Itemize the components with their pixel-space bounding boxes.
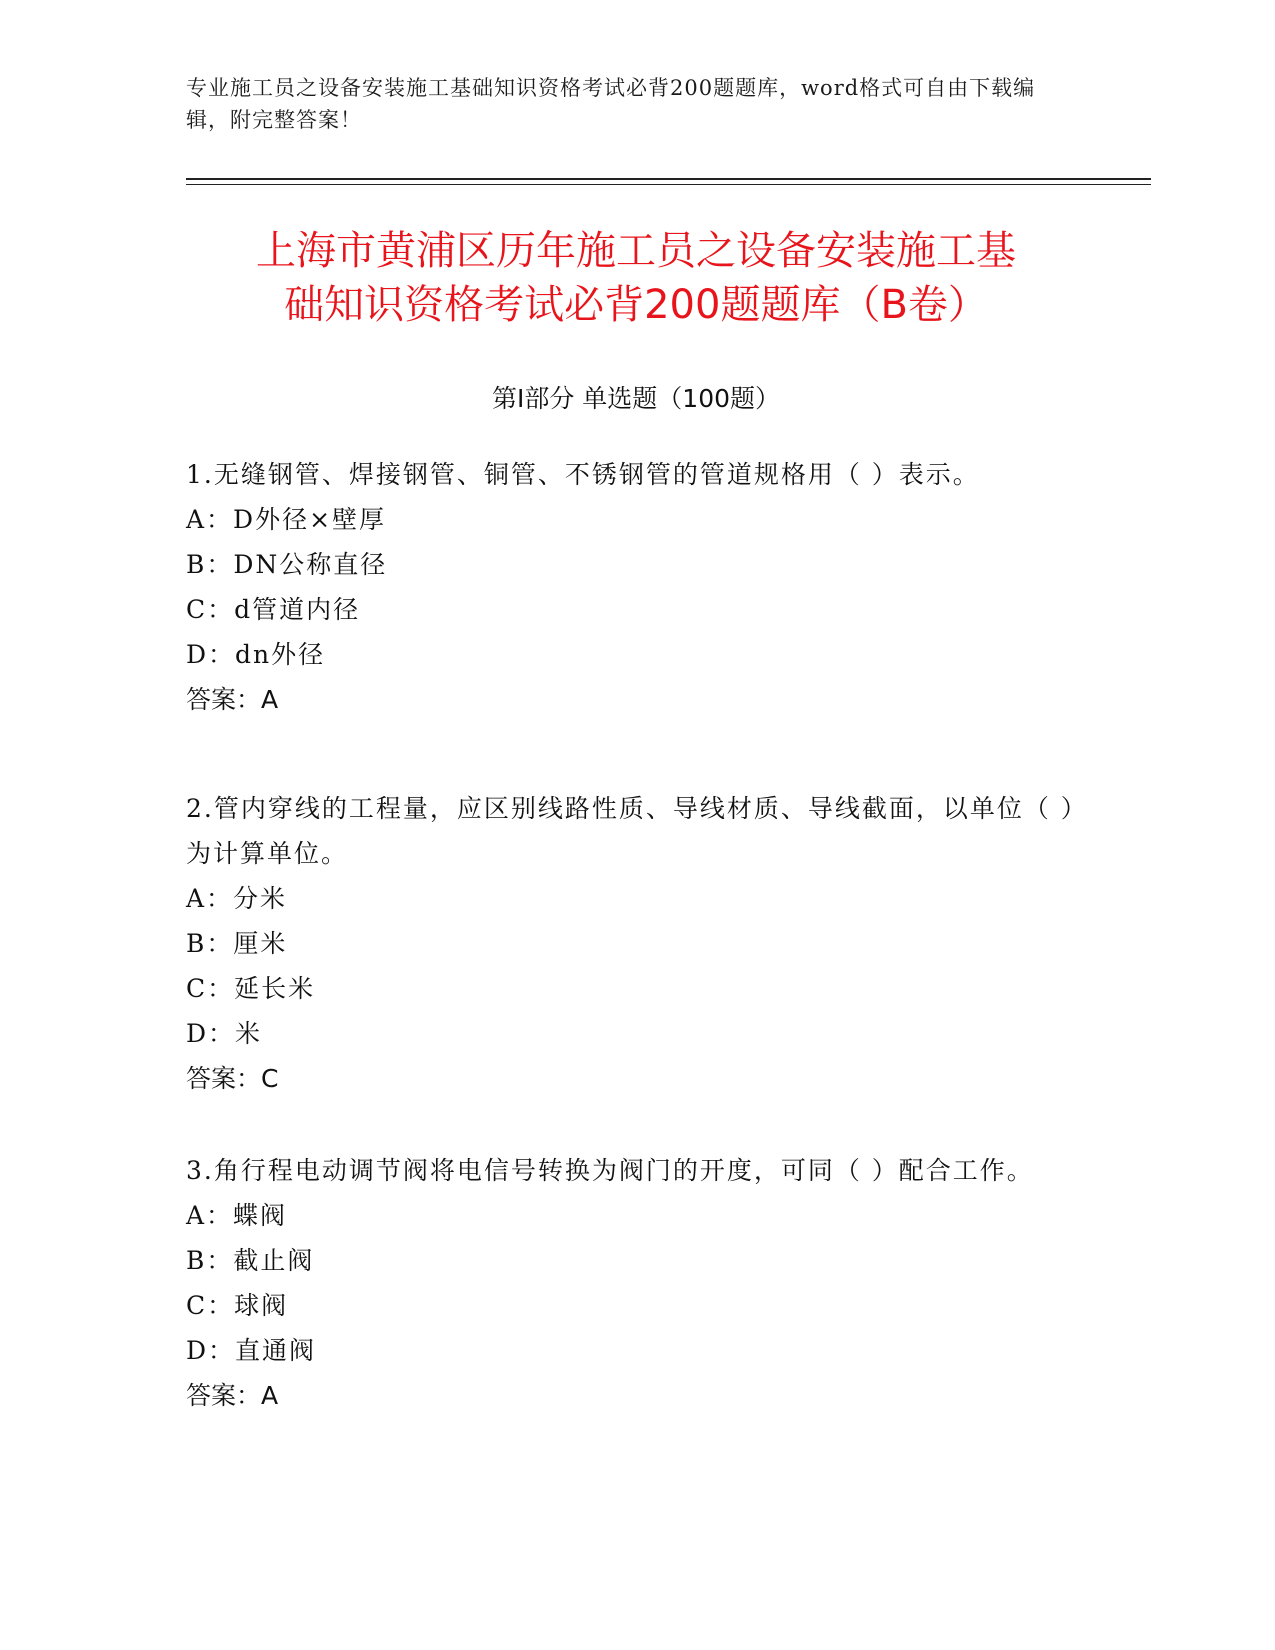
option-c: C：球阀 — [186, 1291, 289, 1320]
option-a: A：D外径×壁厚 — [186, 505, 387, 534]
option-b: B：厘米 — [186, 929, 288, 958]
option-c: C：延长米 — [186, 974, 316, 1003]
option-d: D：米 — [186, 1019, 263, 1048]
answer: 答案：A — [186, 1381, 279, 1410]
question-stem: 2.管内穿线的工程量，应区别线路性质、导线材质、导线截面，以单位（ ）为计算单位。 — [186, 794, 1076, 868]
answer: 答案：C — [186, 1064, 279, 1093]
header-divider-thin — [186, 184, 1151, 185]
header-note: 专业施工员之设备安装施工基础知识资格考试必背200题题库，word格式可自由下载编辑，附完整答案！ — [186, 76, 1036, 132]
question-stem: 3.角行程电动调节阀将电信号转换为阀门的开度，可同（ ）配合工作。 — [186, 1156, 1034, 1185]
document-title-line1: 上海市黄浦区历年施工员之设备安装施工基 — [256, 228, 1016, 274]
header-divider-thick — [186, 178, 1151, 180]
section-title: 第Ⅰ部分 单选题（100题） — [491, 384, 781, 413]
option-d: D：dn外径 — [186, 640, 326, 669]
document-title — [186, 224, 1086, 332]
option-c: C：d管道内径 — [186, 595, 361, 624]
option-a: A：分米 — [186, 884, 288, 913]
answer: 答案：A — [186, 685, 279, 714]
question-1 — [186, 452, 1086, 722]
option-b: B：DN公称直径 — [186, 550, 388, 579]
document-title-line2: 础知识资格考试必背200题题库（B卷） — [284, 282, 988, 328]
option-a: A：蝶阀 — [186, 1201, 288, 1230]
question-2 — [186, 786, 1086, 1101]
option-d: D：直通阀 — [186, 1336, 317, 1365]
question-3 — [186, 1148, 1086, 1418]
question-stem: 1.无缝钢管、焊接钢管、铜管、不锈钢管的管道规格用（ ）表示。 — [186, 460, 980, 489]
option-b: B：截止阀 — [186, 1246, 315, 1275]
